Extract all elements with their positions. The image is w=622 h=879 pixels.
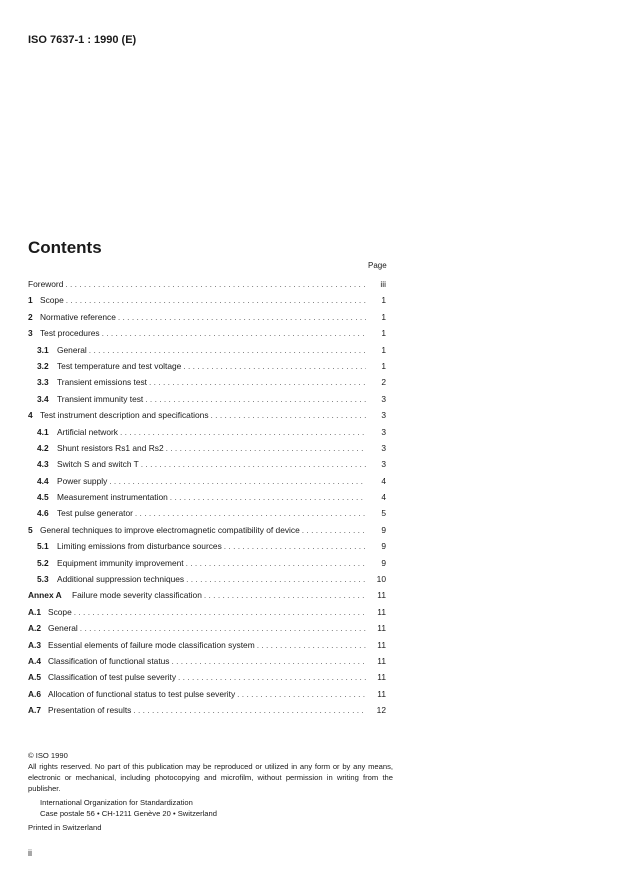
toc-entry-page: 12 xyxy=(376,705,386,716)
toc-entry-page: 9 xyxy=(381,524,386,535)
toc-entry[interactable] xyxy=(28,656,386,672)
dot-leader xyxy=(224,541,366,551)
toc-entry-number: 5.1 xyxy=(37,541,49,552)
toc-entry[interactable] xyxy=(28,361,386,377)
toc-entry-label: Shunt resistors Rs1 and Rs2 xyxy=(57,442,164,453)
toc-entry-label: Power supply xyxy=(57,475,108,486)
dot-leader xyxy=(211,410,366,420)
dot-leader xyxy=(74,607,366,617)
toc-entry[interactable] xyxy=(28,394,386,410)
dot-leader xyxy=(172,656,367,666)
toc-entry[interactable] xyxy=(28,427,386,443)
toc-entry-number: 3 xyxy=(28,328,33,339)
toc-entry-label: Essential elements of failure mode classification system xyxy=(48,639,255,650)
toc-entry[interactable] xyxy=(28,590,386,606)
toc-entry-page: 3 xyxy=(381,426,386,437)
toc-entry[interactable] xyxy=(28,607,386,623)
toc-entry-number: 5.2 xyxy=(37,557,49,568)
organization-name: International Organization for Standardization xyxy=(40,798,193,807)
toc-entry-number: 3.2 xyxy=(37,360,49,371)
dot-leader xyxy=(133,705,366,715)
toc-entry-number: A.4 xyxy=(28,655,42,666)
dot-leader xyxy=(237,689,366,699)
toc-entry-label: Scope xyxy=(48,606,72,617)
dot-leader xyxy=(145,394,366,404)
toc-entry-page: 3 xyxy=(381,393,386,404)
dot-leader xyxy=(102,328,366,338)
toc-entry-number: A.1 xyxy=(28,606,42,617)
toc-entry[interactable] xyxy=(28,279,386,295)
toc-entry-page: 4 xyxy=(381,492,386,503)
toc-entry-page: 5 xyxy=(381,508,386,519)
toc-entry-page: 11 xyxy=(377,606,386,617)
toc-entry[interactable] xyxy=(28,459,386,475)
toc-entry-label: Presentation of results xyxy=(48,705,132,716)
toc-entry-number: 3.1 xyxy=(37,344,49,355)
toc-entry-number: 3.3 xyxy=(37,377,49,388)
toc-entry-number: 4.2 xyxy=(37,442,49,453)
dot-leader xyxy=(65,279,366,289)
toc-entry-page: 11 xyxy=(377,688,386,699)
toc-entry-label: Transient emissions test xyxy=(57,377,147,388)
toc-entry-number: A.6 xyxy=(28,688,42,699)
document-id: ISO 7637-1 : 1990 (E) xyxy=(28,34,137,46)
dot-leader xyxy=(257,640,366,650)
dot-leader xyxy=(186,574,366,584)
dot-leader xyxy=(166,443,366,453)
toc-entry[interactable] xyxy=(28,689,386,705)
dot-leader xyxy=(149,377,366,387)
toc-entry-label: Switch S and switch T xyxy=(57,459,139,470)
toc-entry-page: 11 xyxy=(377,655,386,666)
toc-entry-page: 1 xyxy=(381,360,386,371)
toc-entry-number: A.7 xyxy=(28,705,42,716)
toc-entry-label: Classification of test pulse severity xyxy=(48,672,177,683)
organization-address: Case postale 56 • CH-1211 Genève 20 • Switzerland xyxy=(40,809,217,818)
copyright-notice xyxy=(28,750,393,833)
toc-entry-page: 3 xyxy=(381,410,386,421)
toc-entry-label: General techniques to improve electromagnetic compatibility of device xyxy=(40,524,300,535)
toc-entry-page: 4 xyxy=(381,475,386,486)
toc-entry-label: Failure mode severity classification xyxy=(72,590,202,601)
toc-entry[interactable] xyxy=(28,640,386,656)
toc-entry-label: Allocation of functional status to test pulse severity xyxy=(48,688,236,699)
toc-entry-page: 9 xyxy=(381,557,386,568)
toc-entry-label: Limiting emissions from disturbance sources xyxy=(57,541,222,552)
toc-entry-number: A.2 xyxy=(28,623,42,634)
toc-entry[interactable] xyxy=(28,574,386,590)
toc-entry[interactable] xyxy=(28,328,386,344)
toc-entry-page: iii xyxy=(380,279,386,289)
toc-entry-label: Artificial network xyxy=(57,426,118,437)
toc-entry-page: 11 xyxy=(377,639,386,650)
toc-entry-label: General xyxy=(57,344,87,355)
toc-entry-label: Equipment immunity improvement xyxy=(57,557,184,568)
toc-entry-number: 5 xyxy=(28,524,33,535)
page-column-label: Page xyxy=(368,261,387,270)
toc-entry-page: 1 xyxy=(381,328,386,339)
toc-entry-number: 3.4 xyxy=(37,393,49,404)
toc-entry-number: 1 xyxy=(28,295,33,306)
dot-leader xyxy=(204,590,366,600)
toc-entry-number: 4.1 xyxy=(37,426,49,437)
toc-entry-label: Test instrument description and specifications xyxy=(40,410,209,421)
toc-entry-page: 9 xyxy=(381,541,386,552)
toc-entry-label: Measurement instrumentation xyxy=(57,492,168,503)
toc-entry-page: 1 xyxy=(381,344,386,355)
dot-leader xyxy=(120,427,366,437)
toc-entry-number: 4.4 xyxy=(37,475,49,486)
toc-entry-label: Scope xyxy=(40,295,64,306)
toc-entry-number: 4.6 xyxy=(37,508,49,519)
dot-leader xyxy=(80,623,366,633)
toc-entry[interactable] xyxy=(28,295,386,311)
toc-entry[interactable] xyxy=(28,377,386,393)
copyright-line: © ISO 1990 xyxy=(28,751,68,760)
toc-entry-page: 3 xyxy=(381,459,386,470)
page-title: Contents xyxy=(28,238,102,257)
toc-entry[interactable] xyxy=(28,508,386,524)
toc-entry-number: 4 xyxy=(28,410,33,421)
dot-leader xyxy=(183,361,366,371)
page-number: ii xyxy=(28,848,32,858)
dot-leader xyxy=(178,672,366,682)
toc-entry[interactable] xyxy=(28,672,386,688)
dot-leader xyxy=(109,476,366,486)
dot-leader xyxy=(118,312,366,322)
toc-entry[interactable] xyxy=(28,410,386,426)
toc-entry-label: Transient immunity test xyxy=(57,393,144,404)
dot-leader xyxy=(141,459,366,469)
toc-entry-page: 10 xyxy=(376,574,386,585)
printed-in: Printed in Switzerland xyxy=(28,823,102,832)
dot-leader xyxy=(135,508,366,518)
toc-entry[interactable] xyxy=(28,541,386,557)
dot-leader xyxy=(89,345,366,355)
toc-entry-label: Classification of functional status xyxy=(48,655,170,666)
rights-statement: All rights reserved. No part of this publication may be reproduced or utilized in any form or by any means, electronic or mechanical, including photocopying and microfilm, without permission in writing from the publisher. xyxy=(28,762,393,793)
toc-entry-page: 11 xyxy=(377,590,386,601)
toc-entry-page: 2 xyxy=(381,377,386,388)
dot-leader xyxy=(170,492,366,502)
toc-entry-page: 11 xyxy=(377,623,386,634)
toc-entry-page: 1 xyxy=(381,311,386,322)
toc-entry-number: A.5 xyxy=(28,672,42,683)
toc-entry[interactable] xyxy=(28,476,386,492)
toc-entry[interactable] xyxy=(28,312,386,328)
table-of-contents xyxy=(28,279,386,722)
toc-entry-label: General xyxy=(48,623,78,634)
toc-entry-label: Test pulse generator xyxy=(57,508,133,519)
toc-entry-number: 4.3 xyxy=(37,459,49,470)
toc-entry-number: 4.5 xyxy=(37,492,49,503)
toc-entry-number: 5.3 xyxy=(37,574,49,585)
toc-entry-page: 11 xyxy=(377,672,386,683)
toc-entry[interactable] xyxy=(28,443,386,459)
toc-entry-label: Test procedures xyxy=(40,328,100,339)
dot-leader xyxy=(302,525,366,535)
toc-entry-label: Normative reference xyxy=(40,311,116,322)
toc-entry-page: 3 xyxy=(381,442,386,453)
toc-entry-label: Test temperature and test voltage xyxy=(57,360,182,371)
toc-entry-number: 2 xyxy=(28,311,33,322)
toc-entry[interactable] xyxy=(28,345,386,361)
toc-entry-label: Additional suppression techniques xyxy=(57,574,185,585)
toc-entry[interactable] xyxy=(28,558,386,574)
toc-entry[interactable] xyxy=(28,623,386,639)
toc-entry[interactable] xyxy=(28,705,386,721)
toc-entry-page: 1 xyxy=(381,295,386,306)
toc-entry[interactable] xyxy=(28,525,386,541)
dot-leader xyxy=(66,295,366,305)
toc-entry-number: A.3 xyxy=(28,639,42,650)
toc-entry[interactable] xyxy=(28,492,386,508)
toc-entry-label: Foreword xyxy=(28,279,64,289)
dot-leader xyxy=(186,558,366,568)
toc-entry-number: Annex A xyxy=(28,590,62,601)
